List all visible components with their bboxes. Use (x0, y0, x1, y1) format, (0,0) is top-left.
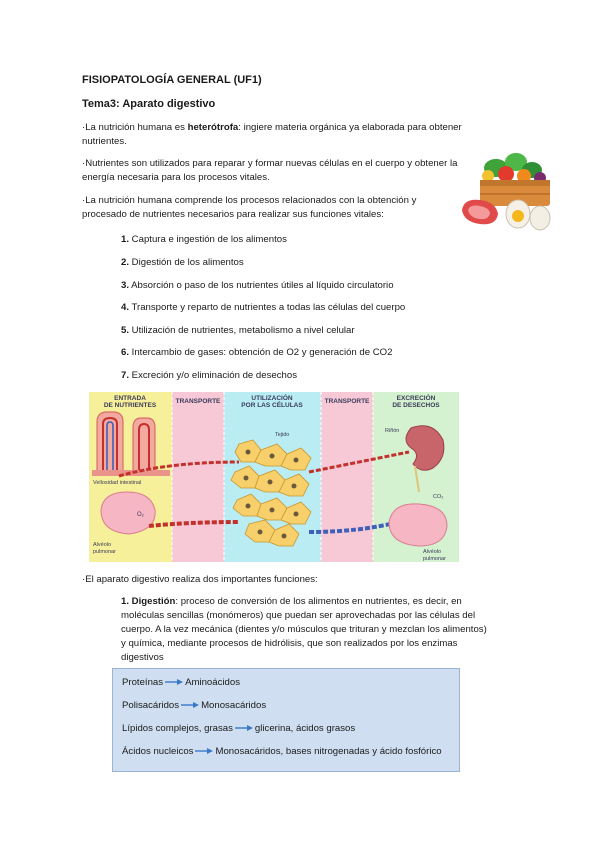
label-transporte-1: TRANSPORTE (175, 398, 221, 405)
intro-p1-post: : ingiere materia orgánica ya elaborada para obtener nutrientes. (82, 122, 462, 147)
label-vellosidad: Vellosidad intestinal (93, 480, 142, 486)
conversions-box (112, 668, 460, 772)
intro-p1-bold: heterótrofa (187, 122, 239, 133)
digestion-line-3: cuerpo. A la vez mecánica (dientes y/o músculos que trituran y mezclan los alimentos) (121, 624, 487, 635)
digestion-line-4: y química, mediante procesos de hidrólisis, que son realizados por los enzimas (121, 638, 458, 649)
label-tejido: Tejido (275, 432, 290, 438)
conversion-row-2: Polisacáridos Monosacáridos (122, 700, 267, 711)
label-o2: O₂ (137, 512, 144, 518)
step-4: 4. Transporte y reparto de nutrientes a todas las células del cuerpo (121, 302, 406, 313)
step-1: 1. Captura e ingestión de los alimentos (121, 234, 287, 245)
label-utilizacion-2: POR LAS CÉLULAS (241, 402, 303, 409)
step-7: 7. Excreción y/o eliminación de desechos (121, 370, 297, 381)
functions-intro: ·El aparato digestivo realiza dos importantes funciones: (82, 574, 318, 585)
nutrition-process-diagram (89, 392, 459, 562)
food-crate-icon (458, 140, 558, 240)
digestion-line-5: digestivos (121, 652, 164, 663)
arrow-right-icon (235, 724, 253, 732)
label-excrecion-2: DE DESECHOS (392, 402, 440, 409)
label-entrada-1: ENTRADA (114, 395, 146, 402)
intro-paragraph-2: ·Nutrientes son utilizados para reparar y formar nuevas células en el cuerpo y obtener la energía necesaria para los procesos vitales. (82, 158, 458, 183)
label-rinon: Riñón (385, 428, 400, 434)
conversion-row-4: Ácidos nucleicos Monosacáridos, bases nitrogenadas y ácido fosfórico (122, 746, 442, 757)
column-transporte-2 (321, 392, 373, 562)
label-transporte-2: TRANSPORTE (324, 398, 370, 405)
arrow-right-icon (165, 678, 183, 686)
arrow-right-icon (195, 747, 213, 755)
label-entrada-2: DE NUTRIENTES (103, 402, 157, 409)
conversion-row-3: Lípidos complejos, grasas glicerina, ácidos grasos (122, 723, 356, 734)
label-alveolo-right-2: pulmonar (423, 556, 446, 562)
intro-paragraph-3: ·La nutrición humana comprende los procesos relacionados con la obtención y procesado de nutrientes necesarios para realizar sus funciones vitales: (82, 195, 417, 220)
column-transporte-1 (172, 392, 224, 562)
label-alveolo-left-1: Alvéolo (93, 542, 112, 548)
step-6: 6. Intercambio de gases: obtención de O2 y generación de CO2 (121, 347, 393, 358)
label-co2: CO₂ (433, 494, 444, 500)
conversion-row-1: Proteínas Aminoácidos (122, 677, 241, 688)
step-2: 2. Digestión de los alimentos (121, 257, 244, 268)
label-utilizacion-1: UTILIZACIÓN (251, 395, 293, 402)
arrow-right-icon (181, 701, 199, 709)
intro-p1-pre: ·La nutrición humana es (82, 122, 188, 133)
label-alveolo-right-1: Alvéolo (423, 549, 442, 555)
intro-paragraph-1 (82, 121, 472, 149)
step-3: 3. Absorción o paso de los nutrientes útiles al líquido circulatorio (121, 280, 394, 291)
document-title: FISIOPATOLOGÍA GENERAL (UF1) (82, 74, 262, 86)
section-title: Tema3: Aparato digestivo (82, 98, 216, 110)
digestion-line-2: moléculas sencillas (monómeros) que puedan ser aprovechadas por las células del (121, 610, 476, 621)
label-alveolo-left-2: pulmonar (93, 549, 116, 555)
step-5: 5. Utilización de nutrientes, metabolismo a nivel celular (121, 325, 355, 336)
digestion-line-1: 1. Digestión: proceso de conversión de los alimentos en nutrientes, es decir, en (121, 596, 462, 607)
label-excrecion-1: EXCRECIÓN (396, 395, 436, 402)
